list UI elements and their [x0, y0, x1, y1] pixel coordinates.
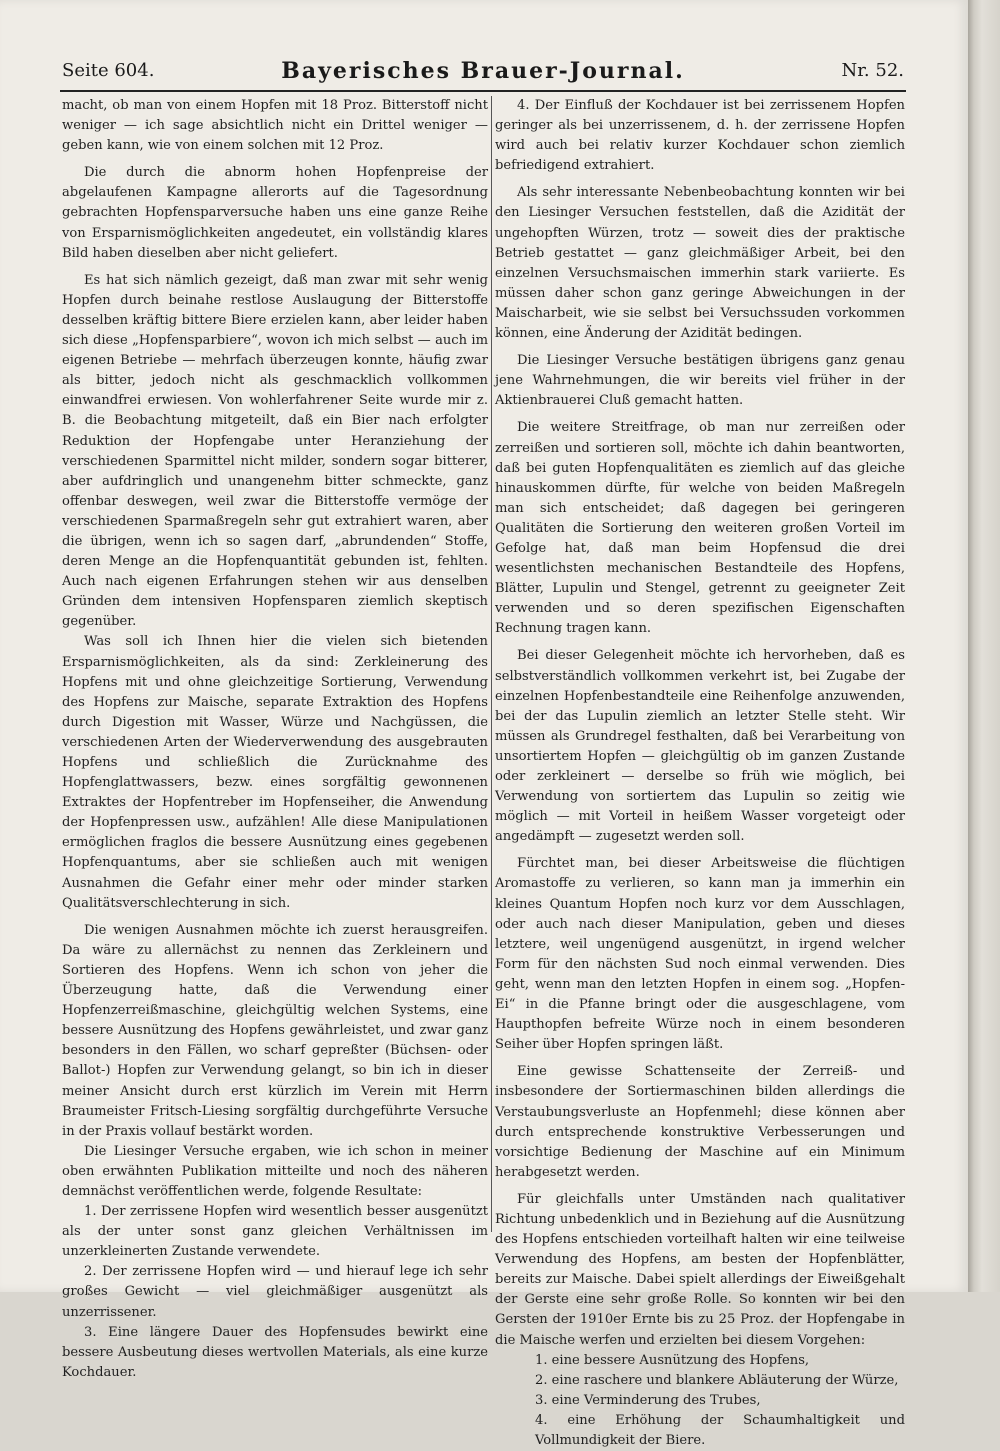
list-item: 3. eine Verminderung des Trubes,	[535, 1392, 761, 1408]
page-number: Seite 604.	[62, 60, 155, 81]
results-list	[495, 1351, 905, 1451]
page-binding	[968, 0, 1000, 1292]
paragraph: macht, ob man von einem Hopfen mit 18 Proz. Bitterstoff nicht weniger — ich sage absichtlich nicht ein Drittel weniger — geben kann, wie von einem solchen mit 12 Proz.	[62, 98, 488, 154]
list-item: 1. eine bessere Ausnützung des Hopfens,	[535, 1352, 810, 1368]
paragraph: Bei dieser Gelegenheit möchte ich hervorheben, daß es selbstverständlich vollkommen verkehrt ist, bei Zugabe der einzelnen Hopfenbestandteile eine Reihenfolge anzuwenden, bei der das Lupulin ziemlich an letzter Stelle steht. Wir müssen als Grundregel festhalten, daß bei Verarbeitung von unsortiertem Hopfen — gleichgültig ob im ganzen Zustande oder zerkleinert — derselbe so früh wie möglich, bei Verwendung von sortiertem das Lupulin so zeitig wie möglich — mit Vorteil in heißem Wasser vorgeteigt oder angedämpft — zugesetzt werden soll.	[495, 648, 905, 845]
paragraph: Die weitere Streitfrage, ob man nur zerreißen oder zerreißen und sortieren soll, möchte ich dahin beantworten, daß bei guten Hopfenqualitäten es ziemlich auf das gleiche hinauskommen dürfte, für welche von beiden Maßregeln man sich entscheidet; daß dagegen bei geringeren Qualitäten die Sortierung den weiteren großen Vorteil im Gefolge hat, daß man beim Hopfensud die drei wesentlichsten mechanischen Bestandteile des Hopfens, Blätter, Lupulin und Stengel, getrennt zu geeigneter Zeit verwenden und so deren spezifischen Eigenschaften Rechnung tragen kann.	[495, 420, 905, 637]
paragraph: Die Liesinger Versuche ergaben, wie ich schon in meiner oben erwähnten Publikation mitteilte und noch des näheren demnächst veröffentlichen werde, folgende Resultate:	[62, 1143, 488, 1199]
paragraph: Was soll ich Ihnen hier die vielen sich bietenden Ersparnismöglichkeiten, als da sind: Zerkleinerung des Hopfens mit und ohne gleichzeitige Sortierung, Verwendung des Hopfens zur Maische, separate Extraktion des Hopfens durch Digestion mit Wasser, Würze und Nachgüssen, die verschiedenen Arten der Wiederverwendung des ausgebrauten Hopfens und schließlich die Zurücknahme des Hopfenglattwassers, bezw. eines sorgfältig gewonnenen Extraktes der Hopfentreber im Hopfenseiher, die Anwendung der Hopfenpressen usw., aufzählen! Alle diese Manipulationen ermöglichen fraglos die bessere Ausnützung eines gegebenen Hopfenquantums, aber sie schließen auch mit wenigen Ausnahmen die Gefahr einer mehr oder minder starken Qualitätsverschlechterung in sich.	[62, 634, 488, 911]
page-header	[62, 58, 904, 86]
right-column	[495, 96, 905, 1451]
paragraph: Die wenigen Ausnahmen möchte ich zuerst herausgreifen. Da wäre zu allernächst zu nennen das Zerkleinern und Sortieren des Hopfens. Wenn ich schon von jeher die Überzeugung hatte, daß die Verwendung einer Hopfenzerreißmaschine, gleichgültig welchen Systems, eine bessere Ausnützung des Hopfens gewährleistet, und zwar ganz besonders in den Fällen, wo scharf gepreßter (Büchsen- oder Ballot-) Hopfen zur Verwendung gelangt, so bin ich in dieser meiner Ansicht durch erst kürzlich im Verein mit Herrn Braumeister Fritsch-Liesing sorgfältig durchgeführte Versuche in der Praxis vollauf bestärkt worden.	[62, 922, 488, 1139]
result-item: 4. Der Einfluß der Kochdauer ist bei zerrissenem Hopfen geringer als bei unzerrissenem, d. h. der zerrissene Hopfen wird auch bei relativ kurzer Kochdauer schon ziemlich befriedigend extrahiert.	[495, 98, 905, 174]
issue-number: Nr. 52.	[841, 60, 904, 81]
list-item: 2. eine raschere und blankere Abläuterung der Würze,	[535, 1372, 899, 1388]
paragraph: Für gleichfalls unter Umständen nach qualitativer Richtung unbedenklich und in Beziehung auf die Ausnützung des Hopfens entschieden vorteilhaft halten wir eine teilweise Verwendung des Hopfens, am besten der Hopfenblätter, bereits zur Maische. Dabei spielt allerdings der Eiweißgehalt der Gerste eine sehr große Rolle. So konnten wir bei den Gersten der 1910er Ernte bis zu 25 Proz. der Hopfengabe in die Maische werfen und erzielten bei diesem Vorgehen:	[495, 1191, 905, 1348]
result-item: 1. Der zerrissene Hopfen wird wesentlich besser ausgenützt als der unter sonst ganz gleichen Verhältnissen im unzerkleinerten Zustande verwendete.	[62, 1204, 488, 1260]
left-column	[62, 96, 488, 1383]
result-item: 2. Der zerrissene Hopfen wird — und hierauf lege ich sehr großes Gewicht — viel gleichmäßiger ausgenützt als unzerrissener.	[62, 1264, 488, 1320]
list-item: 4. eine Erhöhung der Schaumhaltigkeit und Vollmundigkeit der Biere.	[535, 1412, 905, 1448]
paragraph: Die Liesinger Versuche bestätigen übrigens ganz genau jene Wahrnehmungen, die wir bereits viel früher in der Aktienbrauerei Cluß gemacht hatten.	[495, 353, 905, 409]
header-rule	[60, 90, 906, 92]
result-item: 3. Eine längere Dauer des Hopfensudes bewirkt eine bessere Ausbeutung dieses wertvollen Materials, als eine kurze Kochdauer.	[62, 1324, 488, 1380]
paragraph: Als sehr interessante Nebenbeobachtung konnten wir bei den Liesinger Versuchen feststellen, daß die Azidität der ungehopften Würzen, trotz — soweit dies der praktische Betrieb gestattet — ganz gleichmäßiger Arbeit, bei den einzelnen Versuchsmaischen immerhin stark variierte. Es müssen daher schon ganz geringe Abweichungen in der Maischarbeit, wie sie selbst bei Versuchssuden vorkommen können, eine Änderung der Azidität bedingen.	[495, 185, 905, 342]
paragraph: Fürchtet man, bei dieser Arbeitsweise die flüchtigen Aromastoffe zu verlieren, so kann man ja immerhin ein kleines Quantum Hopfen noch kurz vor dem Ausschlagen, oder auch nach dieser Manipulation, geben und dieses letztere, weil ungenügend ausgenützt, in irgend welcher Form für den nächsten Sud noch einmal verwenden. Dies geht, wenn man den letzten Hopfen in einem sog. „Hopfen-Ei“ in die Pfanne bringt oder die ausgeschlagene, vom Haupthopfen befreite Würze noch in einem besonderen Seiher über Hopfen springen läßt.	[495, 856, 905, 1053]
column-divider	[491, 96, 492, 1232]
paragraph: Die durch die abnorm hohen Hopfenpreise der abgelaufenen Kampagne allerorts auf die Tagesordnung gebrachten Hopfensparversuche haben uns eine ganze Reihe von Ersparnismöglichkeiten angedeutet, ein vollständig klares Bild haben dieselben aber nicht geliefert.	[62, 165, 488, 261]
journal-title: Bayerisches Brauer-Journal.	[281, 58, 685, 84]
paragraph: Es hat sich nämlich gezeigt, daß man zwar mit sehr wenig Hopfen durch beinahe restlose Auslaugung der Bitterstoffe desselben kräftig bittere Biere erzielen kann, aber leider haben sich diese „Hopfensparbiere“, wovon ich mich selbst — auch im eigenen Betriebe — mehrfach überzeugen konnte, häufig zwar als bitter, jedoch nicht als geschmacklich vollkommen einwandfrei erwiesen. Von wohlerfahrener Seite wurde mir z. B. die Beobachtung mitgeteilt, daß ein Bier nach erfolgter Reduktion der Hopfengabe unter Heranziehung der verschiedenen Sparmittel nicht milder, sondern sogar bitterer, aber aufdringlich und unangenehm bitter schmeckte, ganz offenbar deswegen, weil zwar die Bitterstoffe vermöge der verschiedenen Sparmaßregeln sehr gut extrahiert waren, aber die übrigen, wenn ich so sagen darf, „abrundenden“ Stoffe, deren Menge an die Hopfenquantität gebunden ist, fehlten. Auch nach eigenen Erfahrungen stehen wir aus denselben Gründen dem intensiven Hopfensparen ziemlich skeptisch gegenüber.	[62, 272, 488, 630]
paragraph: Eine gewisse Schattenseite der Zerreiß- und insbesondere der Sortiermaschinen bilden allerdings die Verstaubungsverluste an Hopfenmehl; diese können aber durch entsprechende konstruktive Verbesserungen und vorsichtige Bedienung der Maschine auf ein Minimum herabgesetzt werden.	[495, 1064, 905, 1180]
